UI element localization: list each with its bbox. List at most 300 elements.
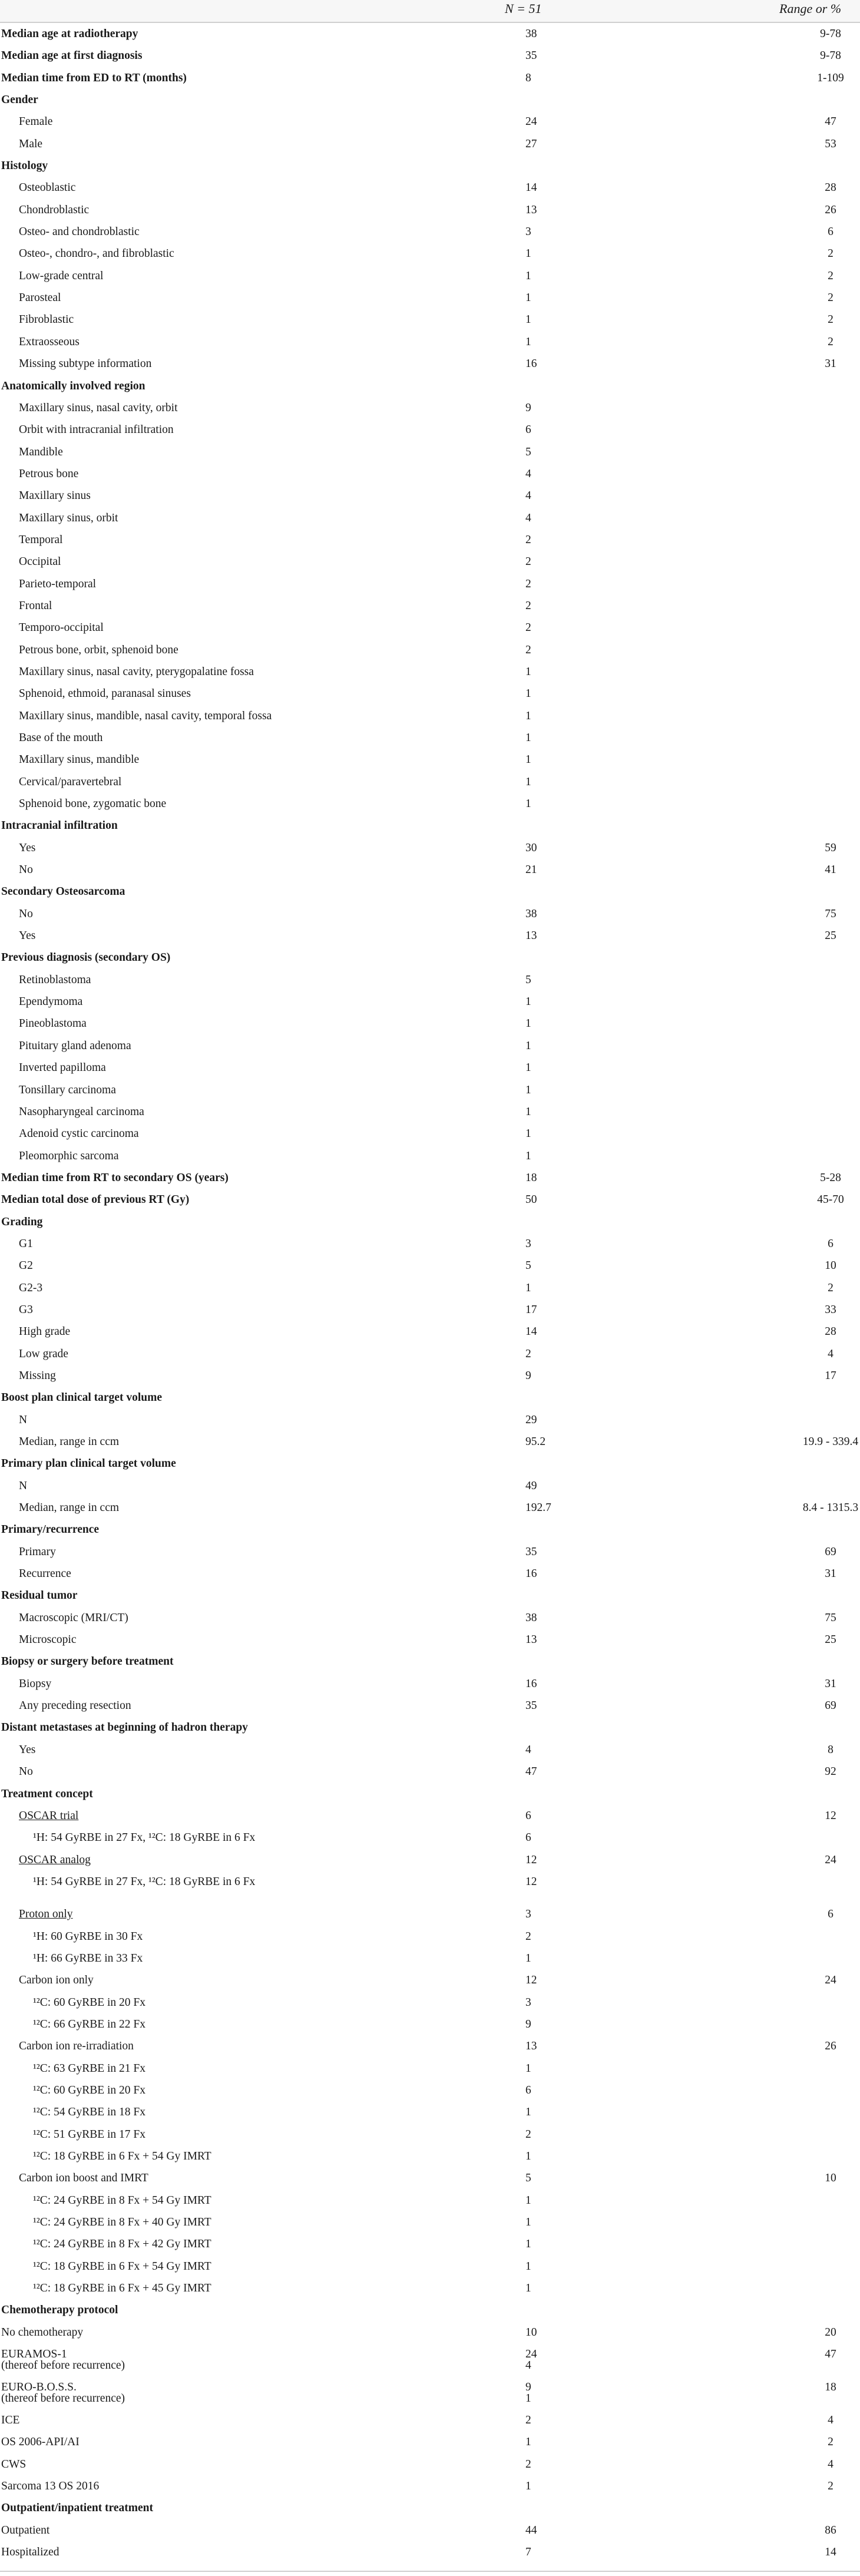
table-row <box>0 1035 860 1057</box>
row-label: Pineoblastoma <box>19 1017 87 1030</box>
row-count: 5 <box>525 973 531 986</box>
row-count: 2 <box>525 533 531 546</box>
table-row <box>0 419 860 441</box>
row-label: Osteo- and chondroblastic <box>19 226 140 239</box>
row-label: Maxillary sinus <box>19 490 91 502</box>
table-row <box>0 881 860 902</box>
row-label: ¹²C: 24 GyRBE in 8 Fx + 40 Gy IMRT <box>33 2216 211 2229</box>
row-range: 75 <box>825 1611 836 1624</box>
row-count: 1 <box>525 2480 531 2493</box>
table-row <box>0 2409 860 2431</box>
row-count: 13 <box>525 203 537 216</box>
row-label: Primary/recurrence <box>1 1523 100 1536</box>
row-label-note: (thereof before recurrence) <box>1 2359 125 2372</box>
row-label: ¹²C: 54 GyRBE in 18 Fx <box>33 2106 146 2119</box>
row-count: 35 <box>525 49 537 62</box>
row-count: 21 <box>525 864 537 877</box>
row-count: 192.7 <box>525 1502 551 1514</box>
row-label: Mandible <box>19 445 63 458</box>
row-label: Median age at first diagnosis <box>1 49 143 62</box>
table-row <box>0 199 860 221</box>
table-row <box>0 2013 860 2035</box>
row-range: 75 <box>825 907 836 920</box>
row-range: 31 <box>825 1677 836 1690</box>
table-row <box>0 1497 860 1519</box>
table-row <box>0 1969 860 1991</box>
row-range: 2 <box>828 292 833 305</box>
row-count: 1 <box>525 1127 531 1140</box>
row-count: 13 <box>525 2040 537 2053</box>
table-row <box>0 595 860 617</box>
table-row <box>0 89 860 111</box>
row-range: 69 <box>825 1545 836 1558</box>
row-label: Inverted papilloma <box>19 1062 106 1074</box>
row-range: 26 <box>825 203 836 216</box>
row-label: Yes <box>19 1743 36 1756</box>
row-label: Residual tumor <box>1 1589 78 1602</box>
table-row <box>0 793 860 815</box>
row-range: 8 <box>828 1743 833 1756</box>
row-range: 2 <box>828 313 833 326</box>
row-count: 1 <box>525 709 531 722</box>
row-count: 1 <box>525 1062 531 1074</box>
row-range: 4 <box>828 2414 833 2427</box>
row-count: 3 <box>525 1908 531 1921</box>
row-label: ¹²C: 51 GyRBE in 17 Fx <box>33 2128 146 2141</box>
row-count: 2 <box>525 2128 531 2141</box>
row-label: No chemotherapy <box>1 2326 84 2339</box>
header-range: Range or % <box>779 1 842 16</box>
row-label: ¹²C: 60 GyRBE in 20 Fx <box>33 1996 146 2009</box>
table-row <box>0 1255 860 1277</box>
table-row <box>0 661 860 683</box>
table-row <box>0 1409 860 1431</box>
row-label: Male <box>19 137 43 150</box>
row-label: EURO-B.O.S.S. <box>1 2381 77 2394</box>
row-label: Female <box>19 115 53 128</box>
table-row <box>0 177 860 199</box>
row-label: Yes <box>19 841 36 854</box>
table-row <box>0 1321 860 1342</box>
table-row <box>0 1277 860 1299</box>
table-row <box>0 2101 860 2123</box>
row-range: 47 <box>825 115 836 128</box>
row-range: 24 <box>825 1853 836 1866</box>
row-count: 1 <box>525 2150 531 2162</box>
table-row <box>0 133 860 155</box>
row-label: Outpatient/inpatient treatment <box>1 2502 153 2515</box>
table-row <box>0 2343 860 2376</box>
table-row <box>0 1101 860 1123</box>
row-label: High grade <box>19 1325 71 1338</box>
table-row <box>0 2167 860 2189</box>
row-count: 35 <box>525 1545 537 1558</box>
row-label: No <box>19 864 33 877</box>
row-label: Median, range in ccm <box>19 1502 120 1514</box>
row-count: 1 <box>525 996 531 1008</box>
row-count: 5 <box>525 1259 531 1272</box>
table-row <box>0 2299 860 2321</box>
row-label: Macroscopic (MRI/CT) <box>19 1611 128 1624</box>
table-row <box>0 2190 860 2211</box>
row-range: 2 <box>828 269 833 282</box>
table-row <box>0 2541 860 2563</box>
row-count: 1 <box>525 2216 531 2229</box>
row-count: 1 <box>525 1083 531 1096</box>
row-label: Proton only <box>19 1908 73 1921</box>
row-range: 6 <box>828 226 833 239</box>
row-label: ¹²C: 24 GyRBE in 8 Fx + 54 Gy IMRT <box>33 2194 211 2207</box>
row-label: Parieto-temporal <box>19 577 97 590</box>
row-count: 1 <box>525 1039 531 1052</box>
row-label: Osteo-, chondro-, and fibroblastic <box>19 247 174 260</box>
row-count: 3 <box>525 226 531 239</box>
table-row <box>0 903 860 925</box>
row-label: Cervical/paravertebral <box>19 775 122 788</box>
table-row <box>0 1123 860 1145</box>
row-label: Anatomically involved region <box>1 379 145 392</box>
table-row <box>0 1871 860 1893</box>
row-range: 8.4 - 1315.3 <box>802 1502 859 1514</box>
row-label: ICE <box>1 2414 20 2427</box>
row-label: Retinoblastoma <box>19 973 91 986</box>
row-count: 2 <box>525 2414 531 2427</box>
table-row <box>0 1695 860 1717</box>
row-label: Grading <box>1 1215 43 1228</box>
table-row <box>0 1541 860 1563</box>
row-label: Tonsillary carcinoma <box>19 1083 116 1096</box>
table-row <box>0 265 860 287</box>
row-count: 1 <box>525 687 531 700</box>
row-label: Median time from RT to secondary OS (years) <box>1 1171 229 1184</box>
row-count: 4 <box>525 467 531 480</box>
table-row <box>0 551 860 573</box>
table-row <box>0 1057 860 1079</box>
table-row <box>0 2376 860 2409</box>
row-count: 4 <box>525 511 531 524</box>
row-count: 50 <box>525 1193 537 1206</box>
row-label: Adenoid cystic carcinoma <box>19 1127 139 1140</box>
table-row <box>0 1629 860 1651</box>
table-row <box>0 1739 860 1761</box>
row-count: 1 <box>525 2062 531 2075</box>
row-count: 49 <box>525 1479 537 1492</box>
table-row <box>0 287 860 309</box>
table-row <box>0 2211 860 2233</box>
row-label: Pituitary gland adenoma <box>19 1039 131 1052</box>
table-row <box>0 1673 860 1695</box>
table-row <box>0 837 860 859</box>
table-row <box>0 441 860 463</box>
row-range: 9-78 <box>820 28 841 40</box>
row-count: 1 <box>525 2194 531 2207</box>
table-row <box>0 331 860 353</box>
row-label: N <box>19 1479 28 1492</box>
row-label: Treatment concept <box>1 1787 93 1800</box>
row-label: Microscopic <box>19 1633 77 1646</box>
table-row <box>0 925 860 947</box>
table-row <box>0 1167 860 1189</box>
row-count: 12 <box>525 1974 537 1987</box>
row-count: 1 <box>525 313 531 326</box>
row-label: G2 <box>19 1259 33 1272</box>
row-label: Primary <box>19 1545 56 1558</box>
table-row <box>0 1211 860 1233</box>
table-row <box>0 1519 860 1540</box>
row-count: 2 <box>525 599 531 612</box>
table-row <box>0 1903 860 1925</box>
row-label: EURAMOS-1 <box>1 2348 67 2361</box>
row-count: 18 <box>525 1171 537 1184</box>
row-count: 38 <box>525 907 537 920</box>
table-row <box>0 155 860 177</box>
row-label: Maxillary sinus, mandible, nasal cavity, temporal fossa <box>19 709 272 722</box>
table-header <box>0 0 860 23</box>
table-row <box>0 397 860 419</box>
row-range: 10 <box>825 2172 836 2185</box>
table-row <box>0 815 860 836</box>
row-count: 1 <box>525 798 531 811</box>
row-count: 30 <box>525 841 537 854</box>
table-row <box>0 683 860 705</box>
row-label: Sphenoid bone, zygomatic bone <box>19 798 167 811</box>
row-range: 26 <box>825 2040 836 2053</box>
row-count: 1 <box>525 1017 531 1030</box>
row-count: 4 <box>525 1743 531 1756</box>
row-range: 25 <box>825 1633 836 1646</box>
table-row <box>0 2256 860 2277</box>
table-row <box>0 2431 860 2453</box>
row-label: Sphenoid, ethmoid, paranasal sinuses <box>19 687 191 700</box>
table-row <box>0 947 860 968</box>
row-count: 2 <box>525 1347 531 1360</box>
table-row <box>0 221 860 243</box>
row-range: 25 <box>825 930 836 943</box>
table-row <box>0 45 860 67</box>
table-row <box>0 507 860 529</box>
row-count: 1 <box>525 1149 531 1162</box>
row-label: Intracranial infiltration <box>1 819 118 832</box>
table-row <box>0 1827 860 1848</box>
table-row <box>0 1563 860 1585</box>
row-count: 1 <box>525 1952 531 1965</box>
table-row <box>0 463 860 485</box>
table-row <box>0 2497 860 2519</box>
row-label: Carbon ion re-irradiation <box>19 2040 134 2053</box>
table-row <box>0 375 860 397</box>
row-range: 28 <box>825 1325 836 1338</box>
row-label: Missing subtype information <box>19 358 152 371</box>
row-count: 8 <box>525 71 531 84</box>
row-label: Biopsy <box>19 1677 52 1690</box>
table-body <box>0 23 860 2564</box>
table-row <box>0 2322 860 2343</box>
row-count: 7 <box>525 2546 531 2559</box>
table-row <box>0 2035 860 2057</box>
row-count: 1 <box>525 292 531 305</box>
table-row <box>0 2145 860 2167</box>
table-row <box>0 529 860 551</box>
row-label: G1 <box>19 1237 33 1250</box>
row-count: 1 <box>525 2260 531 2273</box>
row-count: 3 <box>525 1237 531 1250</box>
row-label-note: (thereof before recurrence) <box>1 2392 125 2405</box>
row-label: ¹²C: 18 GyRBE in 6 Fx + 54 Gy IMRT <box>33 2260 211 2273</box>
row-label: Fibroblastic <box>19 313 74 326</box>
row-label: Maxillary sinus, nasal cavity, orbit <box>19 401 178 414</box>
table-row <box>0 2277 860 2299</box>
row-label: Missing <box>19 1369 56 1382</box>
table-row <box>0 353 860 375</box>
row-label: ¹²C: 60 GyRBE in 20 Fx <box>33 2084 146 2096</box>
row-label: ¹H: 54 GyRBE in 27 Fx, ¹²C: 18 GyRBE in 6 Fx <box>33 1831 256 1844</box>
row-label: Petrous bone <box>19 467 79 480</box>
table-row <box>0 1233 860 1255</box>
row-label: Ependymoma <box>19 996 83 1008</box>
spacer-row <box>0 1893 860 1903</box>
row-count: 1 <box>525 753 531 766</box>
row-count: 1 <box>525 247 531 260</box>
row-count: 14 <box>525 1325 537 1338</box>
row-range: 20 <box>825 2326 836 2339</box>
table-row <box>0 485 860 507</box>
row-count: 1 <box>525 335 531 348</box>
table-row <box>0 2519 860 2541</box>
row-label: Chondroblastic <box>19 203 90 216</box>
row-range: 47 <box>825 2348 836 2361</box>
row-range: 31 <box>825 1568 836 1580</box>
row-count: 6 <box>525 1831 531 1844</box>
row-label: Low-grade central <box>19 269 104 282</box>
row-range: 45-70 <box>817 1193 844 1206</box>
row-label: Chemotherapy protocol <box>1 2304 118 2317</box>
table-row <box>0 2233 860 2255</box>
row-count: 16 <box>525 358 537 371</box>
row-range: 10 <box>825 1259 836 1272</box>
row-count: 6 <box>525 2084 531 2096</box>
table-row <box>0 2124 860 2145</box>
row-count: 95.2 <box>525 1436 546 1448</box>
row-label: CWS <box>1 2458 27 2471</box>
row-range: 1-109 <box>817 71 844 84</box>
row-label: Outpatient <box>1 2524 50 2537</box>
table-row <box>0 2453 860 2475</box>
table-row <box>0 243 860 264</box>
row-label: Carbon ion only <box>19 1974 94 1987</box>
row-range: 53 <box>825 137 836 150</box>
row-label: ¹H: 66 GyRBE in 33 Fx <box>33 1952 143 1965</box>
row-label: G3 <box>19 1303 33 1316</box>
row-label: OS 2006-API/AI <box>1 2436 80 2449</box>
table-row <box>0 23 860 45</box>
table-row <box>0 1365 860 1387</box>
row-label: Gender <box>1 94 38 107</box>
row-count: 2 <box>525 621 531 634</box>
row-count: 38 <box>525 1611 537 1624</box>
row-label: Maxillary sinus, nasal cavity, pterygopalatine fossa <box>19 665 254 678</box>
row-label: Extraosseous <box>19 335 80 348</box>
table-row <box>0 771 860 793</box>
table-row <box>0 1849 860 1871</box>
table-row <box>0 1145 860 1167</box>
table-row <box>0 1783 860 1805</box>
table-row <box>0 1717 860 1738</box>
row-label: Secondary Osteosarcoma <box>1 885 125 898</box>
row-count: 9 <box>525 2381 531 2394</box>
row-label: Median, range in ccm <box>19 1436 120 1448</box>
row-label: Sarcoma 13 OS 2016 <box>1 2480 100 2493</box>
row-range: 2 <box>828 2480 833 2493</box>
row-count: 12 <box>525 1875 537 1888</box>
table-row <box>0 1343 860 1365</box>
table-row <box>0 2058 860 2079</box>
row-count: 13 <box>525 1633 537 1646</box>
row-label: Hospitalized <box>1 2546 59 2559</box>
row-label: ¹²C: 24 GyRBE in 8 Fx + 42 Gy IMRT <box>33 2238 211 2251</box>
table-row <box>0 1013 860 1034</box>
table-row <box>0 1299 860 1321</box>
row-count: 3 <box>525 1996 531 2009</box>
row-label: Maxillary sinus, orbit <box>19 511 118 524</box>
row-label: N <box>19 1413 28 1426</box>
table-row <box>0 969 860 991</box>
row-count: 47 <box>525 1765 537 1778</box>
row-range: 2 <box>828 247 833 260</box>
row-range: 2 <box>828 335 833 348</box>
row-count: 2 <box>525 2458 531 2471</box>
row-count-note: 4 <box>525 2359 531 2372</box>
row-count: 5 <box>525 445 531 458</box>
table-row <box>0 1992 860 2013</box>
table-row <box>0 1453 860 1474</box>
row-range: 69 <box>825 1699 836 1712</box>
row-count: 13 <box>525 930 537 943</box>
table-row <box>0 67 860 89</box>
row-count: 9 <box>525 401 531 414</box>
row-count: 27 <box>525 137 537 150</box>
row-range: 31 <box>825 358 836 371</box>
table-row <box>0 1079 860 1101</box>
row-label: ¹²C: 66 GyRBE in 22 Fx <box>33 2018 146 2031</box>
table-row <box>0 617 860 639</box>
row-count: 14 <box>525 181 537 194</box>
table-row <box>0 1189 860 1211</box>
row-label: Maxillary sinus, mandible <box>19 753 140 766</box>
row-label: Occipital <box>19 555 61 568</box>
row-range: 9-78 <box>820 49 841 62</box>
row-count: 9 <box>525 1369 531 1382</box>
row-label: OSCAR trial <box>19 1809 79 1822</box>
row-label: Median age at radiotherapy <box>1 28 138 40</box>
row-count: 1 <box>525 732 531 744</box>
row-range: 92 <box>825 1765 836 1778</box>
row-label: Primary plan clinical target volume <box>1 1457 176 1470</box>
row-label: Carbon ion boost and IMRT <box>19 2172 148 2185</box>
row-count: 10 <box>525 2326 537 2339</box>
row-label: Low grade <box>19 1347 68 1360</box>
row-range: 2 <box>828 2436 833 2449</box>
row-count: 1 <box>525 1281 531 1294</box>
row-count: 2 <box>525 1930 531 1943</box>
row-label: OSCAR analog <box>19 1853 91 1866</box>
table-bottom-rule <box>0 2571 860 2572</box>
row-count: 9 <box>525 2018 531 2031</box>
row-label: ¹H: 60 GyRBE in 30 Fx <box>33 1930 143 1943</box>
row-count: 35 <box>525 1699 537 1712</box>
row-count: 1 <box>525 2282 531 2295</box>
row-count: 1 <box>525 1105 531 1118</box>
row-count: 29 <box>525 1413 537 1426</box>
